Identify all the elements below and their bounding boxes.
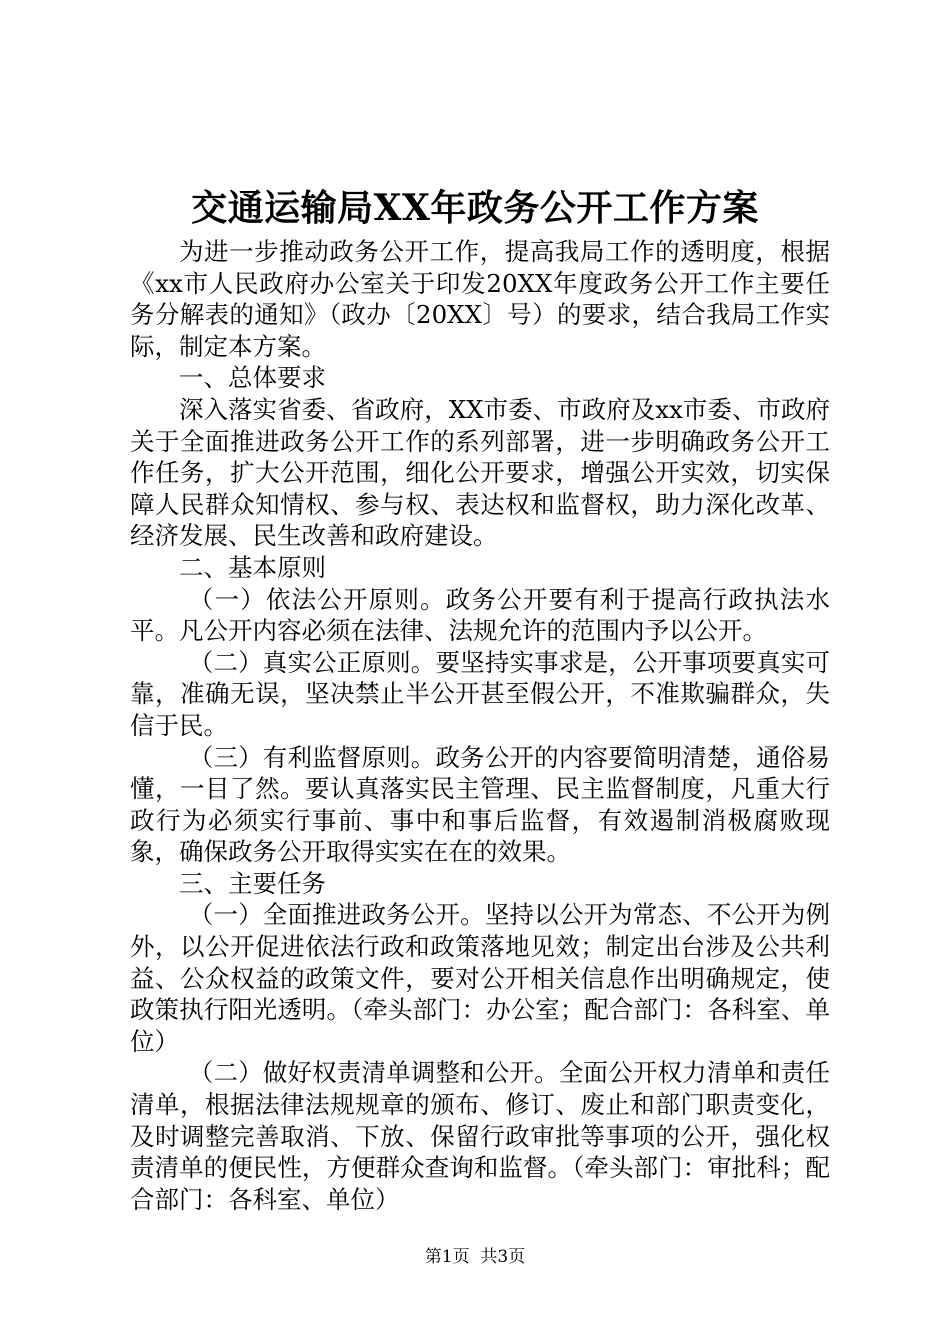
section-heading-main-tasks: 三、主要任务 bbox=[179, 868, 326, 898]
section-heading-general-requirements: 一、总体要求 bbox=[179, 363, 326, 393]
task-responsibility-list: （二）做好权责清单调整和公开。全面公开权力清单和责任清单，根据法律法规规章的颁布、修订、废止和部门职责变化，及时调整完善取消、下放、保留行政审批等事项的公开，强化权责清单的便民性，方便群众查询和监督。（牵头部门：审批科；配合部门：各科室、单位） bbox=[130, 1058, 830, 1214]
principle-truth-fairness: （二）真实公正原则。要坚持实事求是，公开事项要真实可靠，准确无误，坚决禁止半公开甚至假公开，不准欺骗群众，失信于民。 bbox=[130, 647, 830, 740]
section-heading-basic-principles: 二、基本原则 bbox=[179, 552, 326, 582]
principle-lawful-disclosure: （一）依法公开原则。政务公开要有利于提高行政执法水平。凡公开内容必须在法律、法规允许的范围内予以公开。 bbox=[130, 584, 830, 646]
document-body bbox=[130, 236, 830, 1215]
principle-supervision: （三）有利监督原则。政务公开的内容要简明清楚，通俗易懂，一目了然。要认真落实民主管理、民主监督制度，凡重大行政行为必须实行事前、事中和事后监督，有效遏制消极腐败现象，确保政务公开取得实实在在的效果。 bbox=[130, 742, 830, 867]
general-requirements-paragraph: 深入落实省委、省政府，XX市委、市政府及xx市委、市政府关于全面推进政务公开工作的系列部署，进一步明确政务公开工作任务，扩大公开范围，细化公开要求，增强公开实效，切实保障人民群众知情权、参与权、表达权和监督权，助力深化改革、经济发展、民生改善和政府建设。 bbox=[130, 394, 830, 551]
page-number-footer: 第1页 共3页 bbox=[424, 1247, 526, 1267]
document-title: 交通运输局XX年政务公开工作方案 bbox=[191, 187, 759, 229]
intro-paragraph: 为进一步推动政务公开工作，提高我局工作的透明度，根据《xx市人民政府办公室关于印发20XX年度政务公开工作主要任务分解表的通知》（政办〔20XX〕号）的要求，结合我局工作实际，制定本方案。 bbox=[130, 237, 830, 361]
task-promote-disclosure: （一）全面推进政务公开。坚持以公开为常态、不公开为例外，以公开促进依法行政和政策落地见效；制定出台涉及公共利益、公众权益的政策文件，要对公开相关信息作出明确规定，使政策执行阳光透明。（牵头部门：办公室；配合部门：各科室、单位） bbox=[130, 900, 830, 1056]
